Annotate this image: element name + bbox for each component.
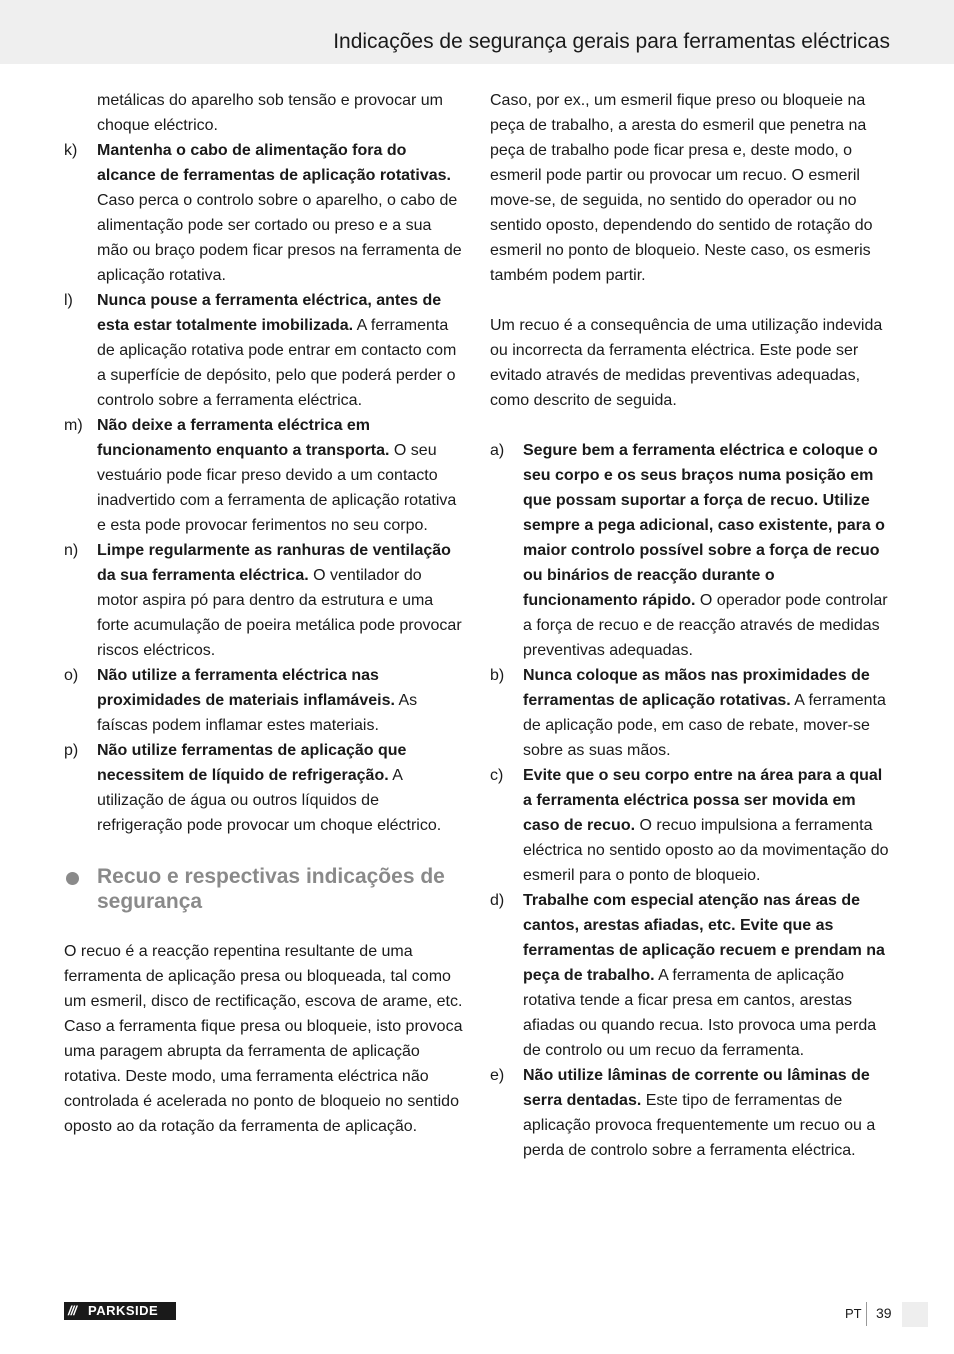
item-label: o)	[64, 667, 79, 684]
item-text: Caso perca o controlo sobre o aparelho, o cabo de alimentação pode ser cortado ou preso e a sua mão ou braço podem ficar presos na ferramenta de aplicação rotativa.	[97, 192, 462, 284]
item-text: A ferramenta de aplicação rotativa tende a ficar presa em cantos, arestas afiadas ou quando recua. Isto provoca uma perda de controlo ou um recuo da ferramenta.	[523, 967, 877, 1059]
left-column	[64, 88, 466, 1139]
item-text: Este tipo de ferramentas de aplicação provoca frequentemente um recuo ou a perda de controlo sobre a ferramenta eléctrica.	[523, 1092, 876, 1159]
page-header	[0, 0, 954, 64]
list-item-m	[64, 413, 466, 538]
list-item-a	[490, 438, 892, 663]
item-bold: Nunca pouse a ferramenta eléctrica, antes de esta estar totalmente imobilizada.	[97, 292, 442, 334]
list-item-e	[490, 1063, 892, 1163]
item-text: A ferramenta de aplicação pode, em caso de rebate, mover-se sobre as suas mãos.	[523, 692, 886, 759]
list-item-d	[490, 888, 892, 1063]
list-item-p	[64, 738, 466, 838]
item-bold: Não utilize a ferramenta eléctrica nas proximidades de materiais inflamáveis.	[97, 667, 395, 709]
list-item-n	[64, 538, 466, 663]
item-bold: Não utilize lâminas de corrente ou lâminas de serra dentadas.	[523, 1067, 870, 1109]
spacer	[64, 914, 466, 939]
footer-divider	[866, 1302, 867, 1326]
paragraph-2: Um recuo é a consequência de uma utilização indevida ou incorrecta da ferramenta eléctrica. Este pode ser evitado através de medidas preventivas adequadas, como descrito de seguida.	[490, 317, 883, 409]
item-text: A ferramenta de aplicação rotativa pode entrar em contacto com a superfície de depósito, pelo que poderá perder o controlo sobre a ferramenta eléctrica.	[97, 317, 457, 409]
section-heading	[64, 864, 466, 914]
item-text: O ventilador do motor aspira pó para dentro da estrutura e uma forte acumulação de poeira metálica pode provocar riscos eléctricos.	[97, 567, 462, 659]
section-title: Recuo e respectivas indicações de segurança	[97, 865, 445, 913]
item-text: O recuo impulsiona a ferramenta eléctrica no sentido oposto ao da movimentação do esmeril para o ponto de bloqueio.	[523, 817, 889, 884]
list-item-k	[64, 138, 466, 288]
right-column	[490, 88, 892, 1163]
paragraph-1: Caso, por ex., um esmeril fique preso ou bloqueie na peça de trabalho, a aresta do esmeril que penetra na peça de trabalho pode ficar presa e, deste modo, o esmeril pode partir ou provocar um recuo. O esmeril move-se, de seguida, no sentido do operador ou no sentido oposto, dependendo do sentido de rotação do esmeril no ponto de bloqueio. Neste caso, os esmeris também podem partir.	[490, 92, 873, 284]
item-bold: Segure bem a ferramenta eléctrica e coloque o seu corpo e os seus braços numa posição em que possam suportar a força de recuo. Utilize sempre a pega adicional, caso existente, para o maior controlo possível sobre a força de recuo ou binários de reacção durante o funcionamento rápido.	[523, 442, 885, 609]
item-label: a)	[490, 442, 505, 459]
logo-stripes: ///	[68, 1303, 76, 1318]
item-label: n)	[64, 542, 79, 559]
language-code: PT	[845, 1306, 862, 1321]
item-label: k)	[64, 142, 78, 159]
item-label: p)	[64, 742, 79, 759]
spacer	[490, 413, 892, 438]
item-bold: Limpe regularmente as ranhuras de ventilação da sua ferramenta eléctrica.	[97, 542, 451, 584]
item-label: b)	[490, 667, 505, 684]
item-bold: Não deixe a ferramenta eléctrica em funcionamento enquanto a transporta.	[97, 417, 390, 459]
item-bold: Trabalhe com especial atenção nas áreas de cantos, arestas afiadas, etc. Evite que as ferramentas de aplicação recuem e prendam na peça de trabalho.	[523, 892, 885, 984]
brand-logo	[64, 1302, 176, 1320]
item-bold: Mantenha o cabo de alimentação fora do alcance de ferramentas de aplicação rotativas.	[97, 142, 451, 184]
section-paragraph: O recuo é a reacção repentina resultante de uma ferramenta de aplicação presa ou bloqueada, tal como um esmeril, disco de rectificação, escova de arame, etc. Caso a ferramenta fique presa ou bloqueie, isto provoca uma paragem abrupta da ferramenta de aplicação rotativa. Deste modo, uma ferramenta eléctrica não controlada é acelerada no ponto de bloqueio no sentido oposto ao da rotação da ferramenta de aplicação.	[64, 943, 463, 1135]
footer-tab	[902, 1302, 928, 1327]
item-bold: Evite que o seu corpo entre na área para a qual a ferramenta eléctrica possa ser movida em caso de recuo.	[523, 767, 883, 834]
logo-text: PARKSIDE	[88, 1303, 159, 1318]
item-label: e)	[490, 1067, 505, 1084]
spacer	[490, 288, 892, 313]
item-text: O operador pode controlar a força de recuo e de reacção através de medidas preventivas adequadas.	[523, 592, 888, 659]
item-label: m)	[64, 417, 83, 434]
list-item-b	[490, 663, 892, 763]
item-label: c)	[490, 767, 504, 784]
item-label: d)	[490, 892, 505, 909]
item-text: A utilização de água ou outros líquidos de refrigeração pode provocar um choque eléctrico.	[97, 767, 442, 834]
bullet-icon	[66, 872, 79, 885]
page-number: 39	[876, 1305, 892, 1321]
list-item-l	[64, 288, 466, 413]
item-text: As faíscas podem inflamar estes materiais.	[97, 692, 418, 734]
item-bold: Nunca coloque as mãos nas proximidades de ferramentas de aplicação rotativas.	[523, 667, 870, 709]
list-item-o	[64, 663, 466, 738]
item-label: l)	[64, 292, 73, 309]
page-title: Indicações de segurança gerais para ferramentas eléctricas	[333, 30, 890, 53]
continued-text: metálicas do aparelho sob tensão e provocar um choque eléctrico.	[97, 92, 443, 134]
list-item-c	[490, 763, 892, 888]
item-bold: Não utilize ferramentas de aplicação que necessitem de líquido de refrigeração.	[97, 742, 407, 784]
item-text: O seu vestuário pode ficar preso devido a um contacto inadvertido com a ferramenta de aplicação rotativa e esta pode provocar ferimentos no seu corpo.	[97, 442, 457, 534]
